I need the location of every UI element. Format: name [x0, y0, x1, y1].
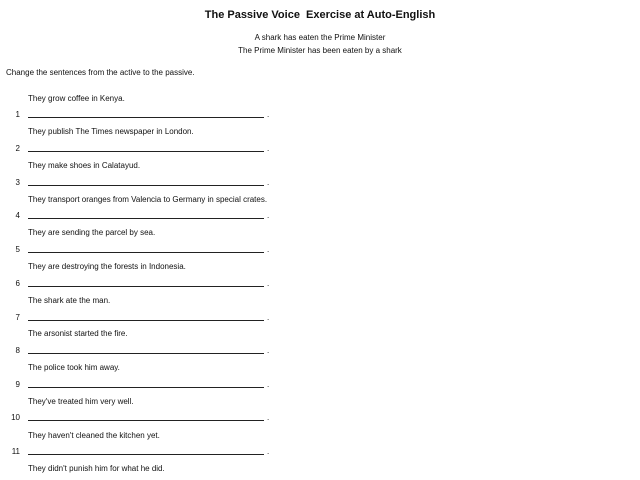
- exercise-sentence: They are destroying the forests in Indonesia.: [28, 262, 186, 271]
- answer-blank[interactable]: [28, 320, 264, 321]
- instructions: Change the sentences from the active to the passive.: [6, 68, 195, 77]
- answer-number: 2: [15, 144, 20, 153]
- answer-period: .: [267, 279, 270, 288]
- exercise-sentence: They've treated him very well.: [28, 397, 134, 406]
- answer-number: 7: [15, 313, 20, 322]
- answer-blank[interactable]: [28, 420, 264, 421]
- answer-blank[interactable]: [28, 387, 264, 388]
- answer-period: .: [267, 144, 270, 153]
- answer-period: .: [267, 447, 270, 456]
- exercise-sentence: The arsonist started the fire.: [28, 329, 128, 338]
- answer-blank[interactable]: [28, 286, 264, 287]
- answer-number: 1: [15, 110, 20, 119]
- exercise-sentence: The shark ate the man.: [28, 296, 111, 305]
- answer-blank[interactable]: [28, 218, 264, 219]
- answer-period: .: [267, 110, 270, 119]
- answer-number: 5: [15, 245, 20, 254]
- answer-period: .: [267, 313, 270, 322]
- example-passive-sentence: The Prime Minister has been eaten by a shark: [238, 46, 402, 55]
- answer-number: 4: [15, 211, 20, 220]
- answer-number: 9: [15, 380, 20, 389]
- answer-number: 11: [11, 447, 20, 456]
- answer-blank[interactable]: [28, 454, 264, 455]
- answer-period: .: [267, 245, 270, 254]
- answer-number: 6: [15, 279, 20, 288]
- page-title: The Passive Voice Exercise at Auto-English: [204, 9, 436, 21]
- answer-period: .: [267, 346, 270, 355]
- answer-period: .: [267, 178, 270, 187]
- exercise-sentence: They didn't punish him for what he did.: [28, 464, 165, 473]
- exercise-sentence: They are sending the parcel by sea.: [28, 228, 156, 237]
- answer-period: .: [267, 211, 270, 220]
- answer-blank[interactable]: [28, 151, 264, 152]
- exercise-sentence: They publish The Times newspaper in London.: [28, 127, 194, 136]
- exercise-sentence: They grow coffee in Kenya.: [28, 94, 125, 103]
- answer-blank[interactable]: [28, 252, 264, 253]
- answer-number: 3: [15, 178, 20, 187]
- example-active-sentence: A shark has eaten the Prime Minister: [254, 33, 386, 42]
- answer-blank[interactable]: [28, 185, 264, 186]
- exercise-sentence: They make shoes in Calatayud.: [28, 161, 141, 170]
- answer-period: .: [267, 380, 270, 389]
- answer-number: 10: [11, 413, 20, 422]
- exercise-sentence: The police took him away.: [28, 363, 120, 372]
- answer-blank[interactable]: [28, 353, 264, 354]
- exercise-sentence: They transport oranges from Valencia to Germany in special crates.: [28, 195, 268, 204]
- answer-blank[interactable]: [28, 117, 264, 118]
- exercise-sentence: They haven't cleaned the kitchen yet.: [28, 431, 160, 440]
- answer-period: .: [267, 413, 270, 422]
- answer-number: 8: [15, 346, 20, 355]
